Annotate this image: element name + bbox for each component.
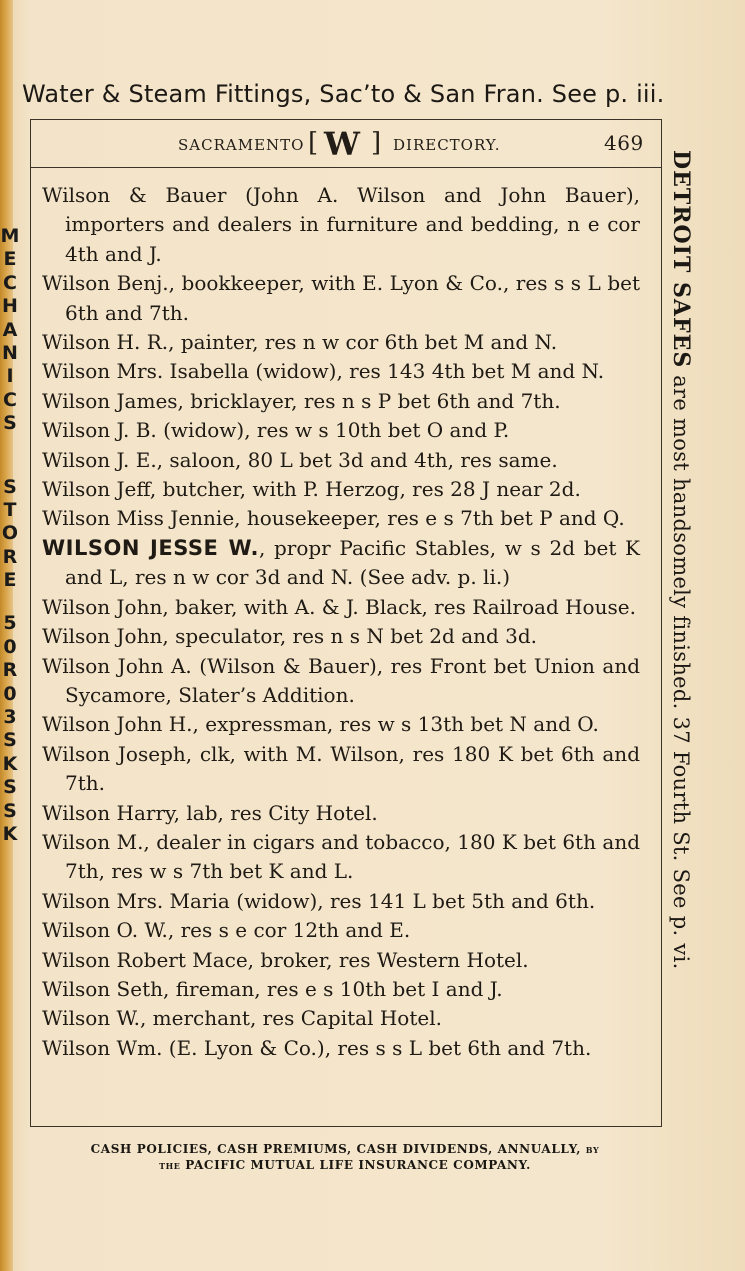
running-head (178, 125, 648, 163)
entry-text: Wilson Miss Jennie, housekeeper, res e s 7th bet P and Q. (42, 506, 625, 531)
entry-text: , propr Pacific Stables, w s 2d bet K and L, res n w cor 3d and N. (See adv. p. li.) (65, 535, 641, 590)
left-margin-letter: 0 (3, 635, 17, 658)
right-margin-ad (668, 150, 704, 1110)
left-margin-letter: C (3, 271, 17, 294)
directory-entry (42, 652, 640, 711)
right-ad-rest: are most handsomely finished. 37 Fourth St. See p. vi. (669, 368, 693, 970)
directory-entry (42, 593, 640, 622)
directory-entry (42, 710, 640, 739)
directory-entry (42, 475, 640, 504)
running-head-city: SACRAMENTO (178, 136, 305, 154)
left-margin-letter: S (3, 799, 17, 822)
entry-text: Wilson & Bauer (John A. Wilson and John Bauer), importers and dealers in furniture and bedding, n e cor 4th and J. (42, 183, 640, 266)
right-ad-caps: DETROIT SAFES (668, 150, 694, 369)
top-banner-ad: Water & Steam Fittings, Sac’to & San Fran. See p. iii. (22, 80, 665, 108)
directory-entry (42, 975, 640, 1004)
directory-entry (42, 946, 640, 975)
left-margin-letter: R (2, 659, 18, 682)
entry-text: Wilson W., merchant, res Capital Hotel. (42, 1006, 442, 1031)
directory-entry (42, 269, 640, 328)
left-margin-ad (0, 225, 20, 846)
entry-bold-name: WILSON JESSE W. (42, 535, 259, 560)
left-margin-letter: 5 (3, 612, 17, 635)
directory-entry (42, 1034, 640, 1063)
footer-ad (45, 1141, 645, 1173)
directory-entry (42, 357, 640, 386)
entry-text: Wilson Joseph, clk, with M. Wilson, res 180 K bet 6th and 7th. (42, 741, 640, 796)
directory-entry (42, 446, 640, 475)
directory-entry (42, 887, 640, 916)
directory-entry (42, 504, 640, 533)
directory-entry (42, 916, 640, 945)
left-margin-letter: A (2, 318, 18, 341)
left-margin-letter: H (2, 295, 18, 318)
directory-entry (42, 622, 640, 651)
entry-text: Wilson J. B. (widow), res w s 10th bet O and P. (42, 418, 510, 443)
left-margin-letter: S (3, 729, 17, 752)
running-head-bracket-open: [ (308, 128, 320, 158)
entry-text: Wilson Wm. (E. Lyon & Co.), res s s L bet 6th and 7th. (42, 1035, 592, 1060)
entry-text: Wilson M., dealer in cigars and tobacco, 180 K bet 6th and 7th, res w s 7th bet K and L. (42, 829, 640, 884)
footer-line-2: the PACIFIC MUTUAL LIFE INSURANCE COMPANY. (159, 1158, 531, 1172)
directory-entry (42, 799, 640, 828)
entry-text: Wilson John, baker, with A. & J. Black, res Railroad House. (42, 594, 636, 619)
right-ad-text (668, 150, 694, 970)
left-margin-letter: K (2, 752, 18, 775)
left-margin-letter: N (2, 341, 18, 364)
running-head-title: DIRECTORY. (393, 136, 501, 154)
entry-text: Wilson O. W., res s e cor 12th and E. (42, 918, 411, 943)
entry-text: Wilson John A. (Wilson & Bauer), res Front bet Union and Sycamore, Slater’s Addition. (42, 653, 640, 707)
directory-entry (42, 740, 640, 799)
entry-text: Wilson Mrs. Isabella (widow), res 143 4th bet M and N. (42, 359, 605, 384)
header-rule (30, 167, 662, 168)
directory-entry (42, 828, 640, 887)
left-margin-letter: T (3, 498, 17, 521)
entry-text: Wilson Benj., bookkeeper, with E. Lyon & Co., res s s L bet 6th and 7th. (42, 271, 640, 325)
directory-entries (42, 181, 640, 1063)
entry-text: Wilson John, speculator, res n s N bet 2d and 3d. (42, 624, 538, 649)
entry-text: Wilson H. R., painter, res n w cor 6th bet M and N. (42, 330, 558, 355)
page-number: 469 (604, 131, 644, 155)
left-margin-letter: I (6, 365, 14, 388)
left-margin-gap (0, 436, 20, 476)
entry-text: Wilson John H., expressman, res w s 13th bet N and O. (42, 712, 599, 737)
footer-line-1: CASH POLICIES, CASH PREMIUMS, CASH DIVIDENDS, ANNUALLY, by (90, 1142, 600, 1156)
running-head-letter: W (324, 125, 360, 163)
left-margin-letter: E (3, 248, 17, 271)
entry-text: Wilson Mrs. Maria (widow), res 141 L bet 5th and 6th. (42, 888, 596, 913)
entry-text: Wilson Robert Mace, broker, res Western Hotel. (42, 947, 529, 972)
directory-entry (42, 534, 640, 593)
directory-entry (42, 387, 640, 416)
entry-text: Wilson James, bricklayer, res n s P bet 6th and 7th. (42, 388, 561, 413)
entry-text: Wilson J. E., saloon, 80 L bet 3d and 4th, res same. (42, 447, 558, 472)
left-margin-letter: C (3, 388, 17, 411)
left-margin-letter: M (0, 225, 20, 247)
running-head-bracket-close: ] (371, 128, 383, 158)
left-margin-letter: S (3, 776, 17, 799)
left-margin-letter: K (2, 822, 18, 845)
left-margin-letter: 3 (3, 706, 17, 729)
left-margin-gap (0, 592, 20, 612)
left-margin-letter: O (1, 522, 19, 545)
left-margin-letter: 0 (3, 682, 17, 705)
left-margin-letter: E (3, 569, 17, 592)
left-margin-letter: R (2, 545, 18, 568)
entry-text: Wilson Seth, fireman, res e s 10th bet I and J. (42, 976, 503, 1001)
entry-text: Wilson Jeff, butcher, with P. Herzog, res 28 J near 2d. (42, 477, 581, 502)
left-margin-letter: S (3, 412, 17, 435)
directory-entry (42, 328, 640, 357)
directory-entry (42, 1004, 640, 1033)
directory-entry (42, 416, 640, 445)
directory-entry (42, 181, 640, 269)
left-margin-letter: S (3, 475, 17, 498)
entry-text: Wilson Harry, lab, res City Hotel. (42, 800, 378, 825)
